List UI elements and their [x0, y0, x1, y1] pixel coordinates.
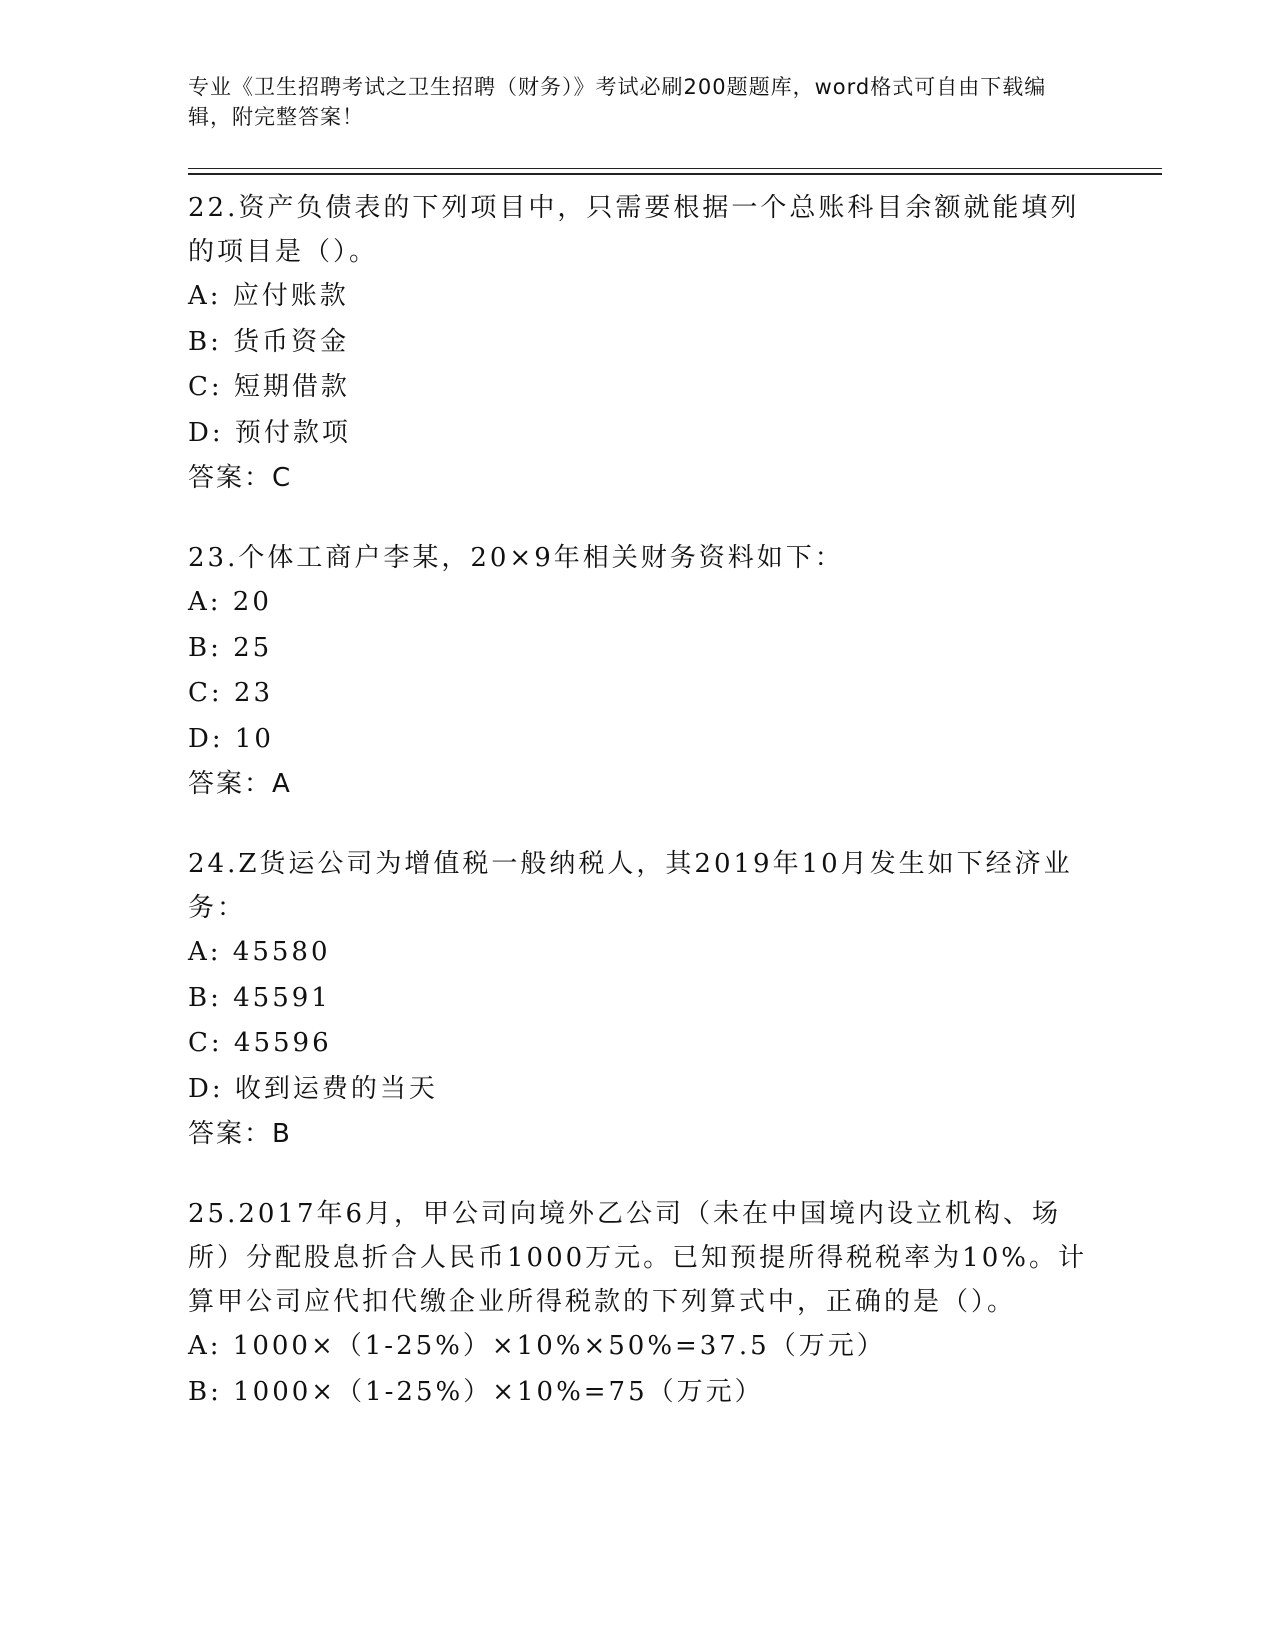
answer-label: 答案：A — [188, 769, 292, 799]
option-b: B: 45591 — [188, 982, 331, 1013]
option-a: A: 45580 — [188, 937, 331, 967]
question-stem: 22.资产负债表的下列项目中，只需要根据一个总账科目余额就能填列的项目是（）。 — [188, 193, 1080, 267]
option-d: D: 收到运费的当天 — [188, 1073, 438, 1104]
document-header: 专业《卫生招聘考试之卫生招聘（财务）》考试必刷200题题库，word格式可自由下载编辑，附完整答案！ — [188, 75, 1047, 129]
option-c: C: 23 — [188, 678, 274, 708]
header-divider-thick — [188, 173, 1162, 175]
question-stem: 23.个体工商户李某，20×9年相关财务资料如下： — [188, 543, 844, 573]
option-b: B: 货币资金 — [188, 326, 350, 357]
question-stem: 25.2017年6月，甲公司向境外乙公司（未在中国境内设立机构、场所）分配股息折合人民币1000万元。已知预提所得税税率为10%。计算甲公司应代扣代缴企业所得税款的下列算式中，正确的是（）。 — [188, 1199, 1087, 1317]
question-list — [188, 186, 1088, 1451]
question-22 — [188, 186, 1088, 500]
question-stem: 24.Z货运公司为增值税一般纳税人，其2019年10月发生如下经济业务： — [188, 849, 1073, 923]
header-divider-thin — [188, 168, 1162, 169]
option-d: D: 10 — [188, 723, 274, 754]
option-b: B: 25 — [188, 632, 273, 663]
option-c: C: 短期借款 — [188, 372, 350, 402]
option-a: A: 20 — [188, 587, 272, 617]
answer-label: 答案：B — [188, 1119, 292, 1149]
question-23 — [188, 536, 1088, 806]
option-a: A: 应付账款 — [188, 281, 349, 311]
option-c: C: 45596 — [188, 1028, 332, 1058]
question-25 — [188, 1192, 1088, 1415]
option-d: D: 预付款项 — [188, 417, 351, 448]
question-24 — [188, 842, 1088, 1156]
answer-label: 答案：C — [188, 463, 293, 493]
option-a: A: 1000×（1-25%）×10%×50%=37.5（万元） — [188, 1331, 886, 1361]
option-b: B: 1000×（1-25%）×10%=75（万元） — [188, 1376, 764, 1407]
